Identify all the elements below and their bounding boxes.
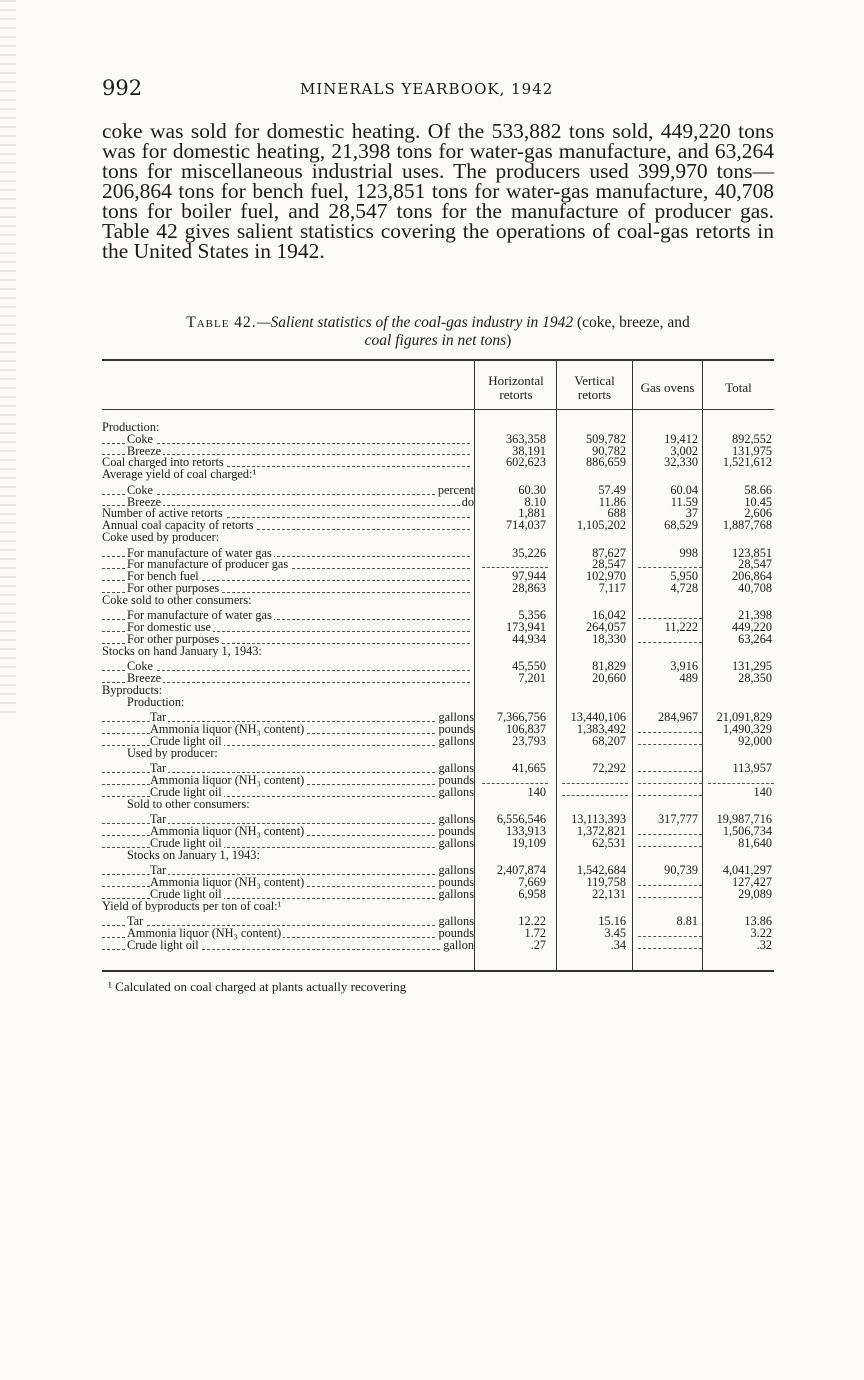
table-cell: 140 — [753, 784, 772, 799]
scan-edge-artifact — [0, 0, 16, 720]
table-cell: 68,207 — [592, 733, 626, 748]
table-row — [102, 580, 774, 595]
row-unit: pounds — [438, 877, 474, 889]
table-cell: 5,950 — [670, 569, 698, 583]
row-label-text: Tar — [150, 814, 167, 826]
empty-cell-dash — [482, 783, 548, 784]
empty-cell-dash — [562, 783, 628, 784]
statistics-table — [102, 422, 774, 952]
row-unit: gallons — [438, 888, 474, 901]
table-cell: 45,550 — [512, 659, 546, 674]
row-label-text: Coke — [127, 484, 153, 497]
table-cell: 37 — [685, 506, 698, 521]
row-label — [102, 775, 474, 787]
table-cell: 29,089 — [738, 886, 772, 901]
row-unit: gallons — [438, 735, 474, 748]
row-label-text: Tar — [127, 916, 144, 928]
table-cell: .32 — [756, 937, 772, 952]
table-row — [102, 748, 774, 760]
table-top-rule — [102, 359, 774, 361]
table-cell: 19,987,716 — [716, 812, 772, 827]
table-cell: 206,864 — [732, 569, 772, 583]
table-cell: 1,372,821 — [576, 824, 626, 838]
row-label — [102, 901, 474, 913]
table-cell: 90,782 — [592, 443, 626, 458]
row-label-text: Average yield of coal charged:¹ — [102, 469, 257, 481]
row-label — [102, 559, 474, 571]
table-cell: 57.49 — [598, 482, 626, 497]
table-cell: 28,863 — [512, 580, 546, 595]
row-label-text: Breeze — [127, 496, 162, 509]
row-label-text: Coke used by producer: — [102, 531, 220, 544]
row-label-text: Sold to other consumers: — [127, 798, 250, 811]
empty-cell-dash — [638, 846, 702, 847]
empty-cell-dash — [638, 885, 702, 886]
row-label — [102, 787, 474, 799]
table-cell: 15.16 — [598, 914, 626, 929]
row-label — [102, 712, 474, 724]
table-row — [102, 763, 774, 775]
table-cell: 3.22 — [750, 926, 772, 940]
empty-cell-dash — [638, 783, 702, 784]
empty-cell-dash — [638, 948, 702, 949]
table-header-rule — [102, 409, 774, 410]
table-cell: 81,640 — [738, 835, 772, 850]
table-cell: 264,057 — [586, 620, 626, 634]
table-cell: 7,117 — [598, 580, 626, 595]
table-row — [102, 520, 774, 532]
row-unit: gallon — [443, 939, 474, 952]
row-label — [102, 595, 474, 607]
empty-cell-dash — [638, 744, 702, 745]
table-cell: 60.04 — [670, 482, 698, 497]
table-cell: 13.86 — [744, 914, 772, 929]
table-cell: 40,708 — [738, 580, 772, 595]
table-cell: 102,970 — [586, 569, 626, 583]
row-label-text: Breeze — [127, 445, 162, 458]
table-cell: 11.86 — [598, 494, 626, 509]
row-label — [102, 583, 474, 595]
table-cell: 363,358 — [506, 431, 546, 446]
row-label-text: Ammonia liquor (NH₃ content) — [150, 724, 305, 736]
running-title: MINERALS YEARBOOK, 1942 — [300, 80, 554, 98]
table-cell: 509,782 — [586, 431, 626, 446]
table-cell: 38,191 — [512, 443, 546, 458]
row-unit: pounds — [438, 928, 474, 940]
row-label — [102, 697, 474, 709]
table-cell: 35,226 — [512, 545, 546, 560]
row-unit: do — [461, 496, 474, 509]
row-label — [102, 838, 474, 850]
table-cell: 602,623 — [506, 455, 546, 470]
table-cell: 140 — [527, 784, 546, 799]
table-row — [102, 865, 774, 877]
table-row — [102, 733, 774, 748]
table-row — [102, 799, 774, 811]
row-label — [102, 916, 474, 928]
row-label-text: For manufacture of producer gas — [127, 559, 289, 571]
table-cell: 1,887,768 — [722, 518, 772, 532]
row-label — [102, 940, 474, 952]
row-label-text: Annual coal capacity of retorts — [102, 520, 254, 532]
row-label-text: Tar — [150, 712, 167, 724]
table-row — [102, 595, 774, 607]
row-unit: gallons — [438, 814, 474, 826]
table-cell: 11.59 — [670, 494, 698, 509]
row-label — [102, 889, 474, 901]
row-label-text: Stocks on January 1, 1943: — [127, 849, 260, 862]
table-cell: 23,793 — [512, 733, 546, 748]
row-label — [102, 814, 474, 826]
table-cell: 127,427 — [732, 875, 772, 889]
table-cell: 449,220 — [732, 620, 772, 634]
table-row — [102, 835, 774, 850]
table-row — [102, 697, 774, 709]
row-label — [102, 928, 474, 940]
row-label-text: Stocks on hand January 1, 1943: — [102, 645, 262, 658]
row-label-text: Coke — [127, 433, 153, 446]
row-label-text: Production: — [102, 422, 160, 434]
table-row — [102, 850, 774, 862]
row-unit: pounds — [438, 724, 474, 736]
row-label — [102, 610, 474, 622]
table-row — [102, 886, 774, 901]
row-label-text: For domestic use — [127, 622, 212, 634]
table-cell: 886,659 — [586, 455, 626, 470]
table-cell: 19,412 — [664, 431, 698, 446]
row-unit: gallons — [438, 763, 474, 775]
table-bottom-rule — [102, 970, 774, 972]
table-row — [102, 469, 774, 481]
table-row — [102, 646, 774, 658]
table-row — [102, 712, 774, 724]
table-cell: 10.45 — [744, 494, 772, 509]
row-label-text: Tar — [150, 865, 167, 877]
table-cell: 131,295 — [732, 659, 772, 674]
page-header — [102, 76, 774, 104]
table-cell: 21,091,829 — [716, 710, 772, 725]
table-cell: 8.10 — [524, 494, 546, 509]
column-header-total: Total — [725, 380, 752, 395]
table-row — [102, 724, 774, 736]
row-label — [102, 724, 474, 736]
table-cell: 28,350 — [738, 671, 772, 685]
table-caption: Table 42.—Salient statistics of the coal-gas industry in 1942 (coke, breeze, and coal figures in net tons) — [186, 314, 690, 349]
row-label-text: For other purposes — [127, 633, 220, 646]
row-unit: gallons — [438, 786, 474, 799]
table-cell: 131,975 — [732, 443, 772, 458]
table-cell: 97,944 — [512, 569, 546, 583]
empty-cell-dash — [638, 834, 702, 835]
empty-cell-dash — [708, 783, 774, 784]
row-label-text: Ammonia liquor (NH₃ content) — [150, 775, 305, 787]
table-caption-units: coal figures in net tons — [364, 332, 507, 349]
row-label-text: Crude light oil — [150, 837, 222, 850]
row-label-text: Crude light oil — [150, 888, 222, 901]
table-cell: 1.72 — [524, 926, 546, 940]
empty-cell-dash — [638, 936, 702, 937]
table-cell: 3,916 — [670, 659, 698, 674]
row-label — [102, 634, 474, 646]
row-unit: gallons — [438, 712, 474, 724]
row-unit: gallons — [438, 916, 474, 928]
row-label — [102, 826, 474, 838]
column-header-horizontal: Horizontal retorts — [488, 373, 544, 402]
empty-cell-dash — [638, 771, 702, 772]
row-label-text: Tar — [150, 763, 167, 775]
table-cell: 13,113,393 — [571, 812, 626, 827]
table-cell: 12.22 — [518, 914, 546, 929]
table-row — [102, 928, 774, 940]
row-label — [102, 469, 474, 481]
table-row — [102, 494, 774, 509]
table-cell: 90,739 — [664, 863, 698, 878]
row-unit: gallons — [438, 837, 474, 850]
row-label — [102, 661, 474, 673]
table-cell: 3,002 — [670, 443, 698, 458]
row-label — [102, 736, 474, 748]
table-cell: .27 — [530, 937, 546, 952]
row-label-text: Coke — [127, 661, 153, 673]
table-cell: 284,967 — [658, 710, 698, 725]
table-row — [102, 937, 774, 952]
table-cell: 62,531 — [592, 835, 626, 850]
table-caption-paren: (coke, breeze, and — [577, 314, 690, 331]
table-cell: 28,547 — [738, 557, 772, 572]
row-label-text: Crude light oil — [150, 786, 222, 799]
table-row — [102, 545, 774, 560]
table-cell: 13,440,106 — [570, 710, 626, 725]
table-cell: 1,383,492 — [576, 722, 626, 736]
table-cell: 133,913 — [506, 824, 546, 838]
table-cell: 714,037 — [506, 518, 546, 532]
table-row — [102, 631, 774, 646]
row-label-text: Yield of byproducts per ton of coal:¹ — [102, 900, 282, 913]
table-cell: .34 — [610, 937, 626, 952]
table-cell: 3.45 — [604, 926, 626, 940]
table-row — [102, 661, 774, 673]
row-label-text: Crude light oil — [127, 939, 199, 952]
table-cell: 113,957 — [732, 761, 772, 776]
row-label-text: Ammonia liquor (NH₃ content) — [127, 928, 282, 940]
empty-cell-dash — [638, 795, 702, 796]
table-cell: 22,131 — [592, 886, 626, 901]
table-cell: 119,758 — [586, 875, 626, 889]
table-cell: 63,264 — [738, 631, 772, 646]
table-cell: 6,556,546 — [496, 812, 546, 827]
row-label-text: Coke sold to other consumers: — [102, 594, 252, 607]
table-cell: 489 — [679, 671, 698, 685]
row-label — [102, 508, 474, 520]
row-label — [102, 446, 474, 458]
row-unit: pounds — [438, 826, 474, 838]
row-label — [102, 457, 474, 469]
row-label — [102, 548, 474, 560]
table-cell: 2,606 — [744, 506, 772, 521]
row-label — [102, 520, 474, 532]
table-cell: 41,665 — [512, 761, 546, 776]
empty-cell-dash — [562, 795, 628, 796]
row-unit: pounds — [438, 775, 474, 787]
table-cell: 1,490,329 — [722, 722, 772, 736]
table-cell: 28,547 — [592, 557, 626, 572]
row-unit: gallons — [438, 865, 474, 877]
table-cell: 21,398 — [738, 608, 772, 623]
table-cell: 106,837 — [506, 722, 546, 736]
table-cell: 7,201 — [518, 671, 546, 685]
table-row — [102, 877, 774, 889]
table-row — [102, 622, 774, 634]
row-label-text: Byproducts: — [102, 684, 163, 697]
table-cell: 4,728 — [670, 580, 698, 595]
row-label — [102, 434, 474, 446]
table-row — [102, 673, 774, 685]
table-cell: 1,521,612 — [722, 455, 772, 470]
row-label-text: Ammonia liquor (NH₃ content) — [150, 826, 305, 838]
row-label-text: Breeze — [127, 673, 162, 685]
table-cell: 1,105,202 — [576, 518, 626, 532]
row-label — [102, 422, 474, 434]
table-row — [102, 826, 774, 838]
table-cell: 32,330 — [664, 455, 698, 470]
row-label — [102, 877, 474, 889]
table-cell: 19,109 — [512, 835, 546, 850]
table-cell: 60.30 — [518, 482, 546, 497]
table-row — [102, 532, 774, 544]
row-label — [102, 485, 474, 497]
table-cell: 4,041,297 — [722, 863, 772, 878]
row-label-text: Production: — [127, 696, 185, 709]
row-label — [102, 497, 474, 509]
table-cell: 892,552 — [732, 431, 772, 446]
table-cell: 8.81 — [676, 914, 698, 929]
row-label — [102, 685, 474, 697]
table-cell: 317,777 — [658, 812, 698, 827]
row-label — [102, 763, 474, 775]
row-label-text: Number of active retorts — [102, 508, 223, 520]
row-label — [102, 673, 474, 685]
table-cell: 20,660 — [592, 671, 626, 685]
table-cell: 998 — [679, 545, 698, 560]
page-number: 992 — [102, 76, 143, 100]
table-cell: 16,042 — [592, 608, 626, 623]
row-label — [102, 865, 474, 877]
table-row — [102, 901, 774, 913]
row-label — [102, 622, 474, 634]
table-label: Table 42. — [186, 314, 257, 331]
table-cell: 7,366,756 — [496, 710, 546, 725]
row-label-text: For other purposes — [127, 582, 220, 595]
table-cell: 87,627 — [592, 545, 626, 560]
table-cell: 7,669 — [518, 875, 546, 889]
row-label — [102, 850, 474, 862]
table-cell: 5,356 — [518, 608, 546, 623]
column-header-gas-ovens: Gas ovens — [640, 380, 695, 395]
row-label — [102, 646, 474, 658]
table-row — [102, 814, 774, 826]
table-cell: 72,292 — [592, 761, 626, 776]
empty-cell-dash — [638, 732, 702, 733]
table-row — [102, 457, 774, 469]
table-caption-title: —Salient statistics of the coal-gas industry in 1942 — [256, 314, 574, 331]
row-label-text: Used by producer: — [127, 747, 218, 760]
empty-cell-dash — [638, 897, 702, 898]
row-label — [102, 571, 474, 583]
table-cell: 688 — [607, 506, 626, 521]
table-cell: 6,958 — [518, 886, 546, 901]
row-label-text: For manufacture of water gas — [127, 610, 272, 622]
table-cell: 58.66 — [744, 482, 772, 497]
intro-paragraph: coke was sold for domestic heating. Of the 533,882 tons sold, 449,220 tons was for domestic heating, 21,398 tons for water-gas manufacture, and 63,264 tons for miscellaneous industrial uses. The producers used 399,970 tons—206,864 tons for bench fuel, 123,851 tons for water-gas manufacture, 40,708 tons for boiler fuel, and 28,547 tons for the manufacture of producer gas. Table 42 gives salient statistics covering the operations of coal-gas retorts in the United States in 1942. — [102, 119, 774, 263]
table-cell: 11,222 — [664, 620, 698, 634]
footnote: ¹ Calculated on coal charged at plants actually recovering — [108, 979, 407, 994]
table-row — [102, 784, 774, 799]
row-label-text: Coal charged into retorts — [102, 457, 224, 469]
table-cell: 18,330 — [592, 631, 626, 646]
table-cell: 2,407,874 — [496, 863, 546, 878]
table-cell: 1,542,684 — [576, 863, 626, 878]
table-row — [102, 685, 774, 697]
row-unit: percent — [437, 484, 474, 497]
table-cell: 92,000 — [738, 733, 772, 748]
row-label-text: For manufacture of water gas — [127, 547, 272, 560]
table-cell: 1,881 — [518, 506, 546, 521]
column-header-vertical: Vertical retorts — [574, 373, 615, 402]
table-cell: 123,851 — [732, 545, 772, 560]
row-label-text: For bench fuel — [127, 571, 199, 583]
row-label-text: Ammonia liquor (NH₃ content) — [150, 877, 305, 889]
row-label — [102, 748, 474, 760]
table-cell: 81,829 — [592, 659, 626, 674]
row-label-text: Crude light oil — [150, 735, 222, 748]
row-label — [102, 532, 474, 544]
table-row — [102, 775, 774, 787]
table-cell: 173,941 — [506, 620, 546, 634]
table-cell: 1,506,734 — [722, 824, 772, 838]
table-row — [102, 916, 774, 928]
row-label — [102, 799, 474, 811]
table-cell: 68,529 — [664, 518, 698, 532]
table-cell: 44,934 — [512, 631, 546, 646]
empty-cell-dash — [638, 642, 702, 643]
